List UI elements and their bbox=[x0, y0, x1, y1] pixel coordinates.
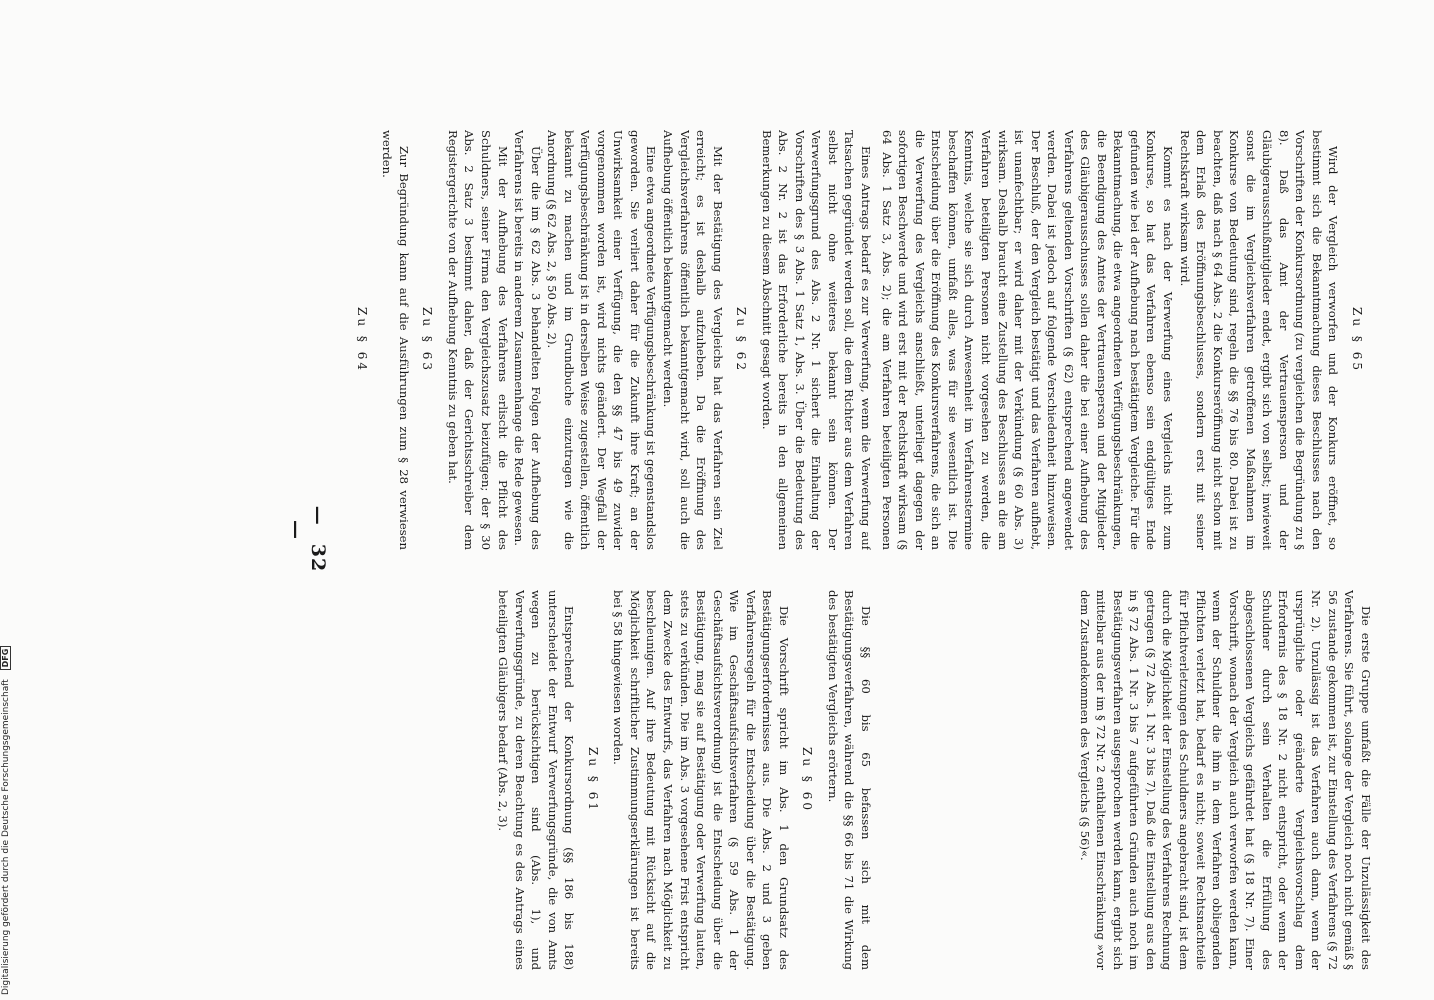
paragraph-61-2: Die erste Gruppe umfaßt die Fälle der Unzulässigkeit des Verfahrens. Sie führt, solange der Vergleich noch nicht gemäß § 56 zustande gekommen ist, zur Einstellung des Verfahrens (§ 72 Nr. 2). Unzulässig ist das Verfahren auch dann, wenn der ursprüngliche oder geänderte Vergleichsvorschlag dem Erfordernis des § 18 Nr. 2 nicht entspricht, oder wenn der Schuldner durch sein Verhalten die Erfüllung des abgeschlossenen Vergleichs gefährdet hat (§ 18 Nr. 7). Einer Vorschrift, wonach der Vergleich auch verworfen werden kann, wenn der Schuldner die ihm in dem Verfahren obliegenden Pflichten verletzt hat, bedarf es nicht; soweit Rechtsnachteile für Pflichtverletzungen des Schuldners angebracht sind, ist dem durch die Möglichkeit der Einstellung des Verfahrens Rechnung getragen (§ 72 Abs. 1 Nr. 3 bis 7). Daß die Einstellung aus den in § 72 Abs. 1 Nr. 3 bis 7 aufgeführten Gründen auch noch im Bestätigungsverfahren ausgesprochen werden kann, ergibt sich mittelbar aus der im § 72 Nr. 2 enthaltenen Einschränkung »vor dem Zustandekommen des Vergleichs (§ 56)«. bbox=[1077, 590, 1373, 970]
paragraph-63-1: Zur Begründung kann auf die Ausführungen zum § 28 verwiesen werden. bbox=[380, 130, 411, 550]
dfg-logo: DFG bbox=[0, 646, 11, 671]
paragraph-62-3: Über die im § 62 Abs. 3 behandelten Folgen der Aufhebung des Verfahrens ist bereits in anderem Zusammenhange die Rede gewesen. bbox=[512, 130, 543, 550]
paragraph-60-1: Die Vorschrift spricht im Abs. 1 den Grundsatz des Bestätigungserfordernisses aus. Die Abs. 2 und 3 geben Verfahrensregeln für die Entscheidung über die Bestätigung. Wie im Geschäftsaufsichtsverfahren (§ 59 Abs. 1 der Geschäftsaufsichtsverordnung) ist die Entscheidung über die Bestätigung, mag sie auf Bestätigung oder Verwerfung lauten, stets zu verkünden. Die im Abs. 3 vorgesehene Frist entspricht dem Zwecke des Entwurfs, das Verfahren nach Möglichkeit zu beschleunigen. Auf ihre Bedeutung mit Rücksicht auf die Möglichkeit schriftlicher Zustimmungserklärungen ist bereits bei § 58 hingewiesen worden. bbox=[611, 590, 791, 970]
column-2 bbox=[879, 590, 1374, 970]
paragraph-61-1: Entsprechend der Konkursordnung (§§ 186 bis 188) unterscheidet der Entwurf Verwerfungsgründe, die von Amts wegen zu berücksichtigen sind (Abs. 1), und Verwerfungsgründe, zu deren Beachtung es des Antrags eines beteiligten Gläubigers bedarf (Abs. 2, 3). bbox=[496, 590, 577, 970]
section-heading-64: Zu § 64 bbox=[354, 307, 369, 373]
paragraph-65-2: Kommt es nach der Verwerfung eines Vergleichs nicht zum Konkurse, so hat das Verfahren ebenso sein endgültiges Ende gefunden wie bei der Aufhebung nach bestätigtem Vergleiche. Für die Bekanntmachung, die etwa angeordneten Verfügungsbeschränkungen, die Beendigung des Amtes der Vertrauensperson und der Mitglieder des Gläubigerausschusses sollen daher die bei einer Aufhebung des Verfahrens geltenden Vorschriften (§ 62) entsprechend angewendet werden. Dabei ist jedoch auf folgende Verschiedenheit hinzuweisen. Der Beschluß, der den Vergleich bestätigt und das Verfahren aufhebt, ist unanfechtbar; er wird daher mit der Verkündung (§ 60 Abs. 3) wirksam. Deshalb braucht eine Zustellung des Beschlusses an die am Verfahren beteiligten Personen nicht vorgesehen zu werden, die Kenntnis, welche sie sich durch Anwesenheit im Verfahrenstermine beschaffen können, umfaßt alles, was für sie wesentlich ist. Die Entscheidung über die Eröffnung des Konkursverfahrens, die sich an die Verwerfung des Vergleichs anschließt, unterliegt dagegen der sofortigen Beschwerde und wird erst mit der Rechtskraft wirksam (§ 64 Abs. 1 Satz 3, Abs. 2); die am Verfahren beteiligten Personen bbox=[879, 130, 1175, 550]
paragraph-62-2: Eine etwa angeordnete Verfügungsbeschränkung ist gegenstandslos geworden. Sie verliert daher für die Zukunft ihre Kraft; an der Unwirksamkeit einer Verfügung, die den §§ 47 bis 49 zuwider vorgenommen worden ist, wird nichts geändert. Der Wegfall der Verfügungsbeschränkung ist in derselben Weise zugestellen, öffentlich bekannt zu machen und im Grundbuche einzutragen wie die Anordnung (§ 62 Abs. 2, § 50 Abs. 2). bbox=[545, 130, 659, 550]
page-number-value: 32 bbox=[307, 543, 329, 573]
column-4 bbox=[879, 130, 1374, 550]
section-heading-62: Zu § 62 bbox=[734, 307, 749, 373]
paragraph-62-4: Mit der Aufhebung des Verfahrens erlischt die Pflicht des Schuldners, seiner Firma den Vergleichszusatz beizufügen; der § 30 Abs. 2 Satz 3 bestimmt daher, daß der Gerichtsschreiber dem Registergerichte von der Aufhebung Kenntnis zu geben hat. bbox=[445, 130, 510, 550]
column-1 bbox=[354, 590, 874, 970]
section-heading-60: Zu § 60 bbox=[800, 747, 815, 813]
section-heading-63: Zu § 63 bbox=[420, 307, 435, 373]
paragraph-65-1: Wird der Vergleich verworfen und der Konkurs eröffnet, so bestimmt sich die Bekanntmachung dieses Beschlusses nach den Vorschriften der Konkursordnung (zu vergleichen die Begründung zu § 8). Daß das Amt der Vertrauensperson und der Gläubigerausschußmitglieder endet, ergibt sich von selbst; inwieweit sonst die im Vergleichsverfahren getroffenen Maßnahmen im Konkurse von Bedeutung sind, regeln die §§ 76 bis 80. Dabei ist zu beachten, daß nach § 64 Abs. 2 die Konkurseröffnung nicht schon mit dem Erlaß des Eröffnungsbeschlusses, sondern erst mit seiner Rechtskraft wirksam wird. bbox=[1177, 130, 1341, 550]
paragraph-61-3: Eines Antrags bedarf es zur Verwerfung, wenn die Verwerfung auf Tatsachen gegründet werden soll, die dem Richter aus dem Verfahren selbst nicht ohne weiteres bekannt sein können. Der Verwerfungsgrund des Abs. 2 Nr. 1 sichert die Einhaltung der Vorschriften des § 3 Abs. 1 Satz 1, Abs. 3. Über die Bedeutung des Abs. 2 Nr. 2 ist das Erforderliche bereits in den allgemeinen Bemerkungen zu diesem Abschnitt gesagt worden. bbox=[759, 130, 873, 550]
intro-paragraph: Die §§ 60 bis 65 befassen sich mit dem Bestätigungsverfahren, während die §§ 66 bis 71 die Wirkung des bestätigten Vergleichs erörtern. bbox=[825, 590, 873, 970]
digitization-credit bbox=[0, 600, 12, 995]
column-3 bbox=[354, 130, 874, 550]
section-heading-65: Zu § 65 bbox=[1350, 307, 1364, 373]
page-number: —32— bbox=[285, 505, 329, 573]
credit-text: Digitalisierung gefördert durch die Deutsche Forschungsgemeinschaft bbox=[1, 679, 11, 995]
section-heading-61: Zu § 61 bbox=[585, 747, 600, 813]
paragraph-62-1: Mit der Bestätigung des Vergleichs hat das Verfahren sein Ziel erreicht; es ist deshalb aufzuheben. Da die Eröffnung des Vergleichsverfahrens öffentlich bekanntgemacht wird, soll auch die Aufhebung öffentlich bekanntgemacht werden. bbox=[660, 130, 725, 550]
